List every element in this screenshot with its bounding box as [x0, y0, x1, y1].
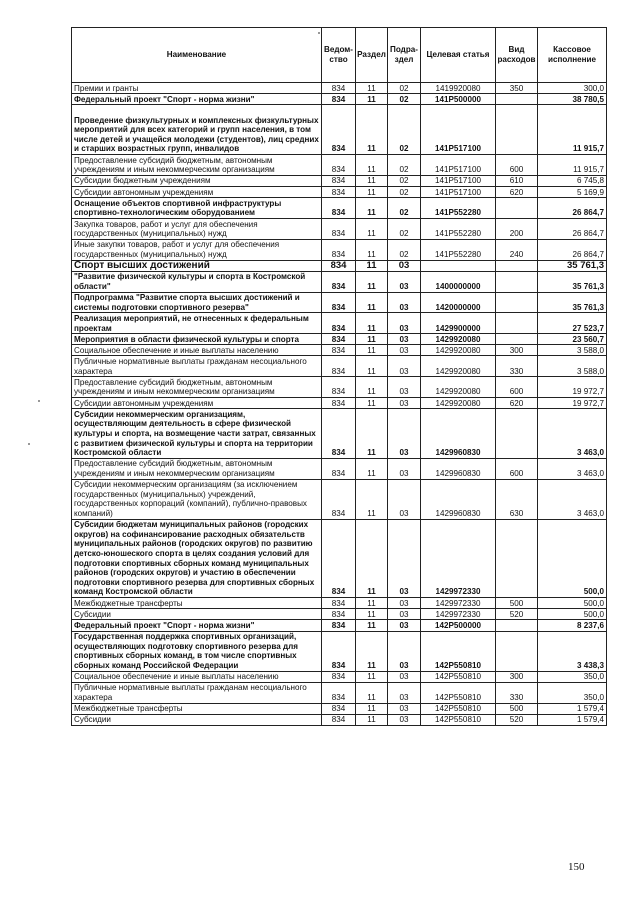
expense-type-cell: 600	[496, 154, 538, 175]
target-article-cell: 1429960830	[421, 409, 496, 459]
target-article-cell: 142P550810	[421, 682, 496, 703]
target-article-cell: 1419920080	[421, 83, 496, 94]
ved-cell: 834	[322, 175, 356, 186]
expense-type-cell	[496, 198, 538, 219]
table-row	[72, 94, 607, 105]
target-article-cell: 1429960830	[421, 479, 496, 519]
target-article-cell: 141P517100	[421, 154, 496, 175]
podrazdel-cell: 03	[388, 271, 421, 292]
cash-execution-cell: 350,0	[538, 671, 607, 682]
table-row	[72, 175, 607, 186]
table-row	[72, 198, 607, 219]
razdel-cell: 11	[356, 479, 388, 519]
ved-cell: 834	[322, 377, 356, 398]
expense-type-cell: 300	[496, 345, 538, 356]
header-ved: Ведом-ство	[322, 28, 356, 83]
ved-cell: 834	[322, 609, 356, 620]
name-cell: Субсидии бюджетам муниципальных районов (городских округов) на софинансирование расходных обязательств муниципальных районов (городских округов) по развитию детско-юношеского спорта в целях создания условий для подготовки спортивных сборных команд муниципальных районов (городских округов) и участию в обеспечении подготовки спортивного резерва для спортивных сборных команд Костромской области	[72, 519, 322, 597]
expense-type-cell	[496, 620, 538, 631]
target-article-cell: 141P500000	[421, 94, 496, 105]
header-podrazdel: Подра-здел	[388, 28, 421, 83]
table-row	[72, 620, 607, 631]
target-article-cell: 141P517100	[421, 186, 496, 197]
cash-execution-cell: 3 588,0	[538, 356, 607, 377]
target-article-cell: 1400000000	[421, 271, 496, 292]
scan-speck	[38, 400, 40, 402]
table-row	[72, 83, 607, 94]
podrazdel-cell: 03	[388, 479, 421, 519]
table-row	[72, 703, 607, 714]
razdel-cell: 11	[356, 154, 388, 175]
cash-execution-cell: 300,0	[538, 83, 607, 94]
podrazdel-cell: 03	[388, 609, 421, 620]
podrazdel-cell: 02	[388, 83, 421, 94]
podrazdel-cell: 02	[388, 175, 421, 186]
name-cell: Субсидии автономным учреждениям	[72, 398, 322, 409]
podrazdel-cell: 03	[388, 682, 421, 703]
expense-type-cell	[496, 519, 538, 597]
cash-execution-cell: 3 588,0	[538, 345, 607, 356]
name-cell: Премии и гранты	[72, 83, 322, 94]
table-header-row	[72, 28, 607, 83]
table-row	[72, 292, 607, 313]
target-article-cell: 141P552280	[421, 198, 496, 219]
name-cell: Иные закупки товаров, работ и услуг для обеспечения государственных (муниципальных) нужд	[72, 239, 322, 260]
name-cell: Публичные нормативные выплаты гражданам несоциального характера	[72, 356, 322, 377]
ved-cell: 834	[322, 671, 356, 682]
table-row	[72, 609, 607, 620]
podrazdel-cell: 02	[388, 154, 421, 175]
target-article-cell: 1429960830	[421, 458, 496, 479]
cash-execution-cell: 26 864,7	[538, 198, 607, 219]
target-article-cell: 1429920080	[421, 345, 496, 356]
cash-execution-cell: 3 438,3	[538, 631, 607, 671]
razdel-cell: 11	[356, 609, 388, 620]
cash-execution-cell: 26 864,7	[538, 239, 607, 260]
razdel-cell: 11	[356, 682, 388, 703]
scan-speck	[28, 443, 30, 445]
ved-cell: 834	[322, 345, 356, 356]
podrazdel-cell: 03	[388, 377, 421, 398]
razdel-cell: 11	[356, 218, 388, 239]
ved-cell: 834	[322, 398, 356, 409]
table-row	[72, 105, 607, 155]
table-row	[72, 714, 607, 725]
table-row	[72, 154, 607, 175]
cash-execution-cell: 19 972,7	[538, 398, 607, 409]
target-article-cell: 1429900000	[421, 313, 496, 334]
target-article-cell: 142P550810	[421, 714, 496, 725]
table-row	[72, 260, 607, 271]
cash-execution-cell: 500,0	[538, 609, 607, 620]
razdel-cell: 11	[356, 345, 388, 356]
table-row	[72, 519, 607, 597]
ved-cell: 834	[322, 714, 356, 725]
podrazdel-cell: 03	[388, 703, 421, 714]
cash-execution-cell: 350,0	[538, 682, 607, 703]
podrazdel-cell: 03	[388, 714, 421, 725]
expense-type-cell: 520	[496, 609, 538, 620]
razdel-cell: 11	[356, 260, 388, 271]
target-article-cell: 142P550810	[421, 703, 496, 714]
expense-type-cell: 630	[496, 479, 538, 519]
ved-cell: 834	[322, 260, 356, 271]
header-target-article: Целевая статья	[421, 28, 496, 83]
expense-type-cell	[496, 94, 538, 105]
cash-execution-cell: 11 915,7	[538, 154, 607, 175]
name-cell: Субсидии некоммерческим организациям, осуществляющим деятельность в сфере физической культуры и спорта, на возмещение части затрат, связанных с развитием физической культуры и спорта на территории Костромской области	[72, 409, 322, 459]
name-cell: Закупка товаров, работ и услуг для обеспечения государственных (муниципальных) нужд	[72, 218, 322, 239]
cash-execution-cell: 11 915,7	[538, 105, 607, 155]
target-article-cell: 142P550810	[421, 631, 496, 671]
target-article-cell: 1429920080	[421, 398, 496, 409]
razdel-cell: 11	[356, 334, 388, 345]
expense-type-cell	[496, 631, 538, 671]
expense-type-cell: 330	[496, 682, 538, 703]
ved-cell: 834	[322, 631, 356, 671]
name-cell: Мероприятия в области физической культуры и спорта	[72, 334, 322, 345]
podrazdel-cell: 03	[388, 598, 421, 609]
podrazdel-cell: 02	[388, 198, 421, 219]
expense-type-cell: 350	[496, 83, 538, 94]
expense-type-cell: 500	[496, 598, 538, 609]
cash-execution-cell: 3 463,0	[538, 458, 607, 479]
table-row	[72, 409, 607, 459]
razdel-cell: 11	[356, 292, 388, 313]
expense-type-cell: 500	[496, 703, 538, 714]
ved-cell: 834	[322, 682, 356, 703]
table-row	[72, 271, 607, 292]
table-row	[72, 458, 607, 479]
podrazdel-cell: 02	[388, 239, 421, 260]
razdel-cell: 11	[356, 598, 388, 609]
header-expense-type: Вид расходов	[496, 28, 538, 83]
razdel-cell: 11	[356, 519, 388, 597]
ved-cell: 834	[322, 198, 356, 219]
razdel-cell: 11	[356, 714, 388, 725]
cash-execution-cell: 500,0	[538, 598, 607, 609]
name-cell: Субсидии	[72, 609, 322, 620]
name-cell: Межбюджетные трансферты	[72, 703, 322, 714]
ved-cell: 834	[322, 271, 356, 292]
razdel-cell: 11	[356, 458, 388, 479]
budget-table	[71, 27, 607, 726]
cash-execution-cell: 19 972,7	[538, 377, 607, 398]
name-cell: Субсидии автономным учреждениям	[72, 186, 322, 197]
podrazdel-cell: 03	[388, 334, 421, 345]
razdel-cell: 11	[356, 175, 388, 186]
razdel-cell: 11	[356, 198, 388, 219]
expense-type-cell	[496, 334, 538, 345]
podrazdel-cell: 02	[388, 94, 421, 105]
target-article-cell: 1429972330	[421, 519, 496, 597]
razdel-cell: 11	[356, 313, 388, 334]
target-article-cell: 142P550810	[421, 671, 496, 682]
razdel-cell: 11	[356, 105, 388, 155]
target-article-cell: 142P500000	[421, 620, 496, 631]
razdel-cell: 11	[356, 239, 388, 260]
expense-type-cell	[496, 292, 538, 313]
expense-type-cell: 520	[496, 714, 538, 725]
expense-type-cell	[496, 271, 538, 292]
expense-type-cell	[496, 409, 538, 459]
header-name: Наименование	[72, 28, 322, 83]
name-cell: "Развитие физической культуры и спорта в Костромской области"	[72, 271, 322, 292]
razdel-cell: 11	[356, 94, 388, 105]
table-row	[72, 313, 607, 334]
header-cash-execution: Кассовое исполнение	[538, 28, 607, 83]
razdel-cell: 11	[356, 703, 388, 714]
name-cell: Проведение физкультурных и комплексных физкультурных мероприятий для всех категорий и групп населения, в том числе детей и учащейся молодежи (студентов), лиц средних и старших возрастных групп, инвалидов	[72, 105, 322, 155]
name-cell: Публичные нормативные выплаты гражданам несоциального характера	[72, 682, 322, 703]
name-cell: Субсидии бюджетным учреждениям	[72, 175, 322, 186]
scan-speck	[318, 32, 320, 34]
target-article-cell: 141P517100	[421, 105, 496, 155]
ved-cell: 834	[322, 239, 356, 260]
target-article-cell: 1420000000	[421, 292, 496, 313]
ved-cell: 834	[322, 479, 356, 519]
ved-cell: 834	[322, 620, 356, 631]
cash-execution-cell: 8 237,6	[538, 620, 607, 631]
razdel-cell: 11	[356, 271, 388, 292]
ved-cell: 834	[322, 186, 356, 197]
cash-execution-cell: 35 761,3	[538, 271, 607, 292]
expense-type-cell: 610	[496, 175, 538, 186]
podrazdel-cell: 03	[388, 292, 421, 313]
cash-execution-cell: 35 761,3	[538, 292, 607, 313]
name-cell: Оснащение объектов спортивной инфраструктуры спортивно-технологическим оборудованием	[72, 198, 322, 219]
table-row	[72, 479, 607, 519]
podrazdel-cell: 03	[388, 260, 421, 271]
podrazdel-cell: 03	[388, 356, 421, 377]
ved-cell: 834	[322, 703, 356, 714]
cash-execution-cell: 5 169,9	[538, 186, 607, 197]
target-article-cell: 1429920080	[421, 377, 496, 398]
target-article-cell: 1429972330	[421, 598, 496, 609]
table-row	[72, 356, 607, 377]
page-number: 150	[568, 861, 585, 873]
target-article-cell: 141P517100	[421, 175, 496, 186]
ved-cell: 834	[322, 292, 356, 313]
target-article-cell	[421, 260, 496, 271]
podrazdel-cell: 02	[388, 105, 421, 155]
podrazdel-cell: 02	[388, 186, 421, 197]
cash-execution-cell: 35 761,3	[538, 260, 607, 271]
table-row	[72, 218, 607, 239]
table-row	[72, 345, 607, 356]
cash-execution-cell: 500,0	[538, 519, 607, 597]
expense-type-cell: 200	[496, 218, 538, 239]
cash-execution-cell: 6 745,8	[538, 175, 607, 186]
expense-type-cell: 300	[496, 671, 538, 682]
ved-cell: 834	[322, 458, 356, 479]
table-row	[72, 682, 607, 703]
ved-cell: 834	[322, 519, 356, 597]
ved-cell: 834	[322, 598, 356, 609]
razdel-cell: 11	[356, 377, 388, 398]
podrazdel-cell: 03	[388, 519, 421, 597]
name-cell: Предоставление субсидий бюджетным, автономным учреждениям и иным некоммерческим организациям	[72, 154, 322, 175]
podrazdel-cell: 03	[388, 458, 421, 479]
expense-type-cell: 240	[496, 239, 538, 260]
ved-cell: 834	[322, 313, 356, 334]
ved-cell: 834	[322, 356, 356, 377]
table-row	[72, 631, 607, 671]
name-cell: Подпрограмма "Развитие спорта высших достижений и системы подготовки спортивного резерва"	[72, 292, 322, 313]
name-cell: Предоставление субсидий бюджетным, автономным учреждениям и иным некоммерческим организациям	[72, 458, 322, 479]
razdel-cell: 11	[356, 409, 388, 459]
target-article-cell: 1429920080	[421, 356, 496, 377]
expense-type-cell: 600	[496, 377, 538, 398]
expense-type-cell: 330	[496, 356, 538, 377]
ved-cell: 834	[322, 105, 356, 155]
table-row	[72, 671, 607, 682]
header-razdel: Раздел	[356, 28, 388, 83]
ved-cell: 834	[322, 83, 356, 94]
cash-execution-cell: 1 579,4	[538, 703, 607, 714]
razdel-cell: 11	[356, 631, 388, 671]
expense-type-cell: 620	[496, 398, 538, 409]
name-cell: Спорт высших достижений	[72, 260, 322, 271]
cash-execution-cell: 1 579,4	[538, 714, 607, 725]
ved-cell: 834	[322, 409, 356, 459]
target-article-cell: 141P552280	[421, 239, 496, 260]
podrazdel-cell: 03	[388, 631, 421, 671]
name-cell: Субсидии	[72, 714, 322, 725]
table-row	[72, 598, 607, 609]
razdel-cell: 11	[356, 620, 388, 631]
expense-type-cell	[496, 105, 538, 155]
podrazdel-cell: 03	[388, 620, 421, 631]
table-row	[72, 186, 607, 197]
podrazdel-cell: 03	[388, 398, 421, 409]
ved-cell: 834	[322, 94, 356, 105]
podrazdel-cell: 03	[388, 313, 421, 334]
name-cell: Предоставление субсидий бюджетным, автономным учреждениям и иным некоммерческим организациям	[72, 377, 322, 398]
table-row	[72, 334, 607, 345]
razdel-cell: 11	[356, 83, 388, 94]
expense-type-cell: 600	[496, 458, 538, 479]
name-cell: Реализация мероприятий, не отнесенных к федеральным проектам	[72, 313, 322, 334]
name-cell: Государственная поддержка спортивных организаций, осуществляющих подготовку спортивного резерва для спортивных сборных команд, в том числе спортивных сборных команд Российской Федерации	[72, 631, 322, 671]
cash-execution-cell: 23 560,7	[538, 334, 607, 345]
target-article-cell: 1429972330	[421, 609, 496, 620]
table-row	[72, 398, 607, 409]
cash-execution-cell: 27 523,7	[538, 313, 607, 334]
name-cell: Субсидии некоммерческим организациям (за исключением государственных (муниципальных) учреждений, государственных корпораций (компаний), публично-правовых компаний)	[72, 479, 322, 519]
cash-execution-cell: 26 864,7	[538, 218, 607, 239]
cash-execution-cell: 3 463,0	[538, 479, 607, 519]
target-article-cell: 1429920080	[421, 334, 496, 345]
razdel-cell: 11	[356, 356, 388, 377]
podrazdel-cell: 02	[388, 218, 421, 239]
razdel-cell: 11	[356, 186, 388, 197]
ved-cell: 834	[322, 154, 356, 175]
table-row	[72, 377, 607, 398]
name-cell: Федеральный проект "Спорт - норма жизни"	[72, 620, 322, 631]
cash-execution-cell: 38 780,5	[538, 94, 607, 105]
name-cell: Социальное обеспечение и иные выплаты населению	[72, 671, 322, 682]
expense-type-cell	[496, 260, 538, 271]
razdel-cell: 11	[356, 671, 388, 682]
ved-cell: 834	[322, 218, 356, 239]
target-article-cell: 141P552280	[421, 218, 496, 239]
expense-type-cell: 620	[496, 186, 538, 197]
podrazdel-cell: 03	[388, 409, 421, 459]
podrazdel-cell: 03	[388, 345, 421, 356]
name-cell: Межбюджетные трансферты	[72, 598, 322, 609]
cash-execution-cell: 3 463,0	[538, 409, 607, 459]
name-cell: Социальное обеспечение и иные выплаты населению	[72, 345, 322, 356]
table-row	[72, 239, 607, 260]
razdel-cell: 11	[356, 398, 388, 409]
name-cell: Федеральный проект "Спорт - норма жизни"	[72, 94, 322, 105]
expense-type-cell	[496, 313, 538, 334]
podrazdel-cell: 03	[388, 671, 421, 682]
ved-cell: 834	[322, 334, 356, 345]
